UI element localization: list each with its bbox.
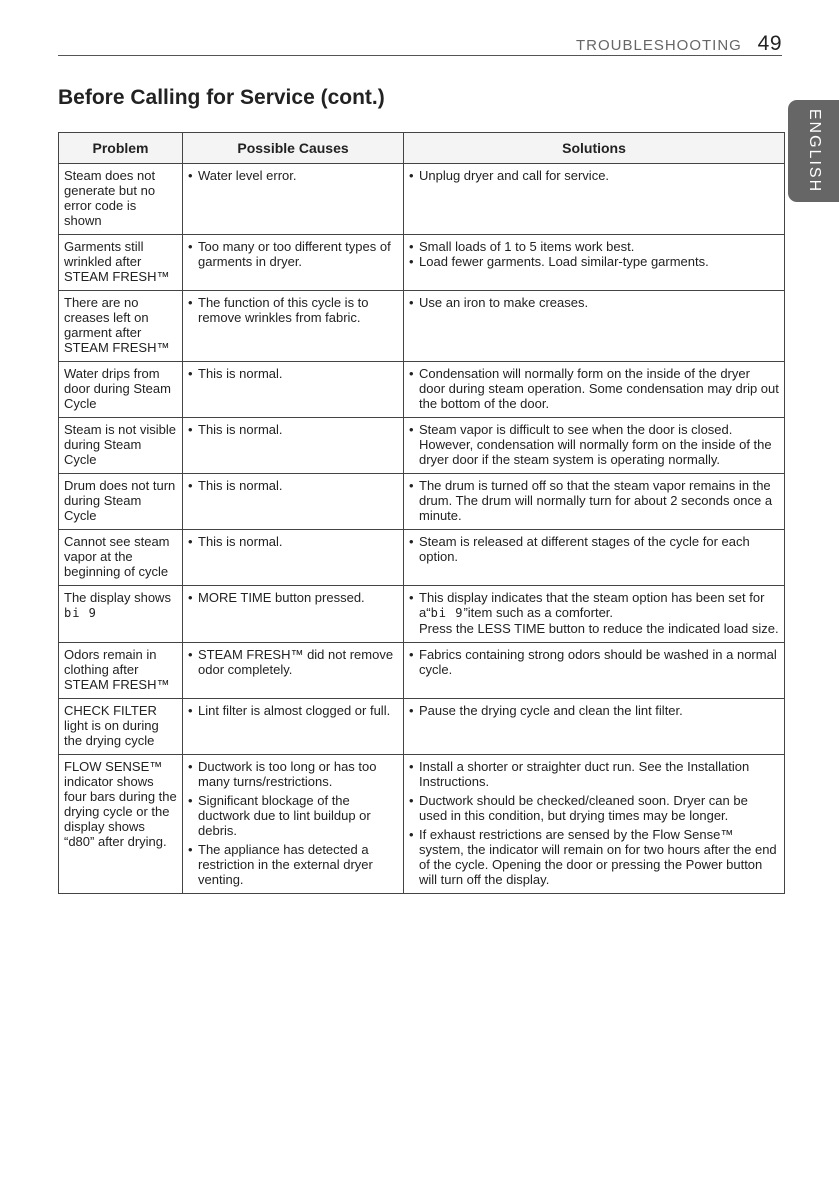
problem-text: The display shows [64, 590, 171, 605]
problem-cell [59, 699, 183, 755]
table-header-row [59, 133, 785, 164]
table-body-display-row [59, 586, 785, 643]
cause-item: • This is normal. [188, 422, 398, 437]
page-number: 49 [757, 32, 782, 55]
column-header-solutions: Solutions [404, 133, 785, 164]
solution-item: • Unplug dryer and call for service. [409, 168, 779, 183]
table-row [59, 291, 785, 362]
cause-item: • This is normal. [188, 366, 398, 381]
cause-item: • This is normal. [188, 478, 398, 493]
table-row [59, 530, 785, 586]
problem-cell [59, 586, 183, 643]
solutions-cell [404, 235, 785, 291]
column-header-causes: Possible Causes [183, 133, 404, 164]
problem-cell [59, 530, 183, 586]
problem-text: FLOW SENSE™ indicator shows four bars during the drying cycle or the display shows “d80” after drying. [64, 759, 177, 849]
table-row [59, 699, 785, 755]
language-tab [788, 100, 839, 202]
solution-item: • Install a shorter or straighter duct run. See the Installation Instructions. [409, 759, 779, 789]
table-row [59, 235, 785, 291]
causes-cell [183, 586, 404, 643]
causes-cell [183, 474, 404, 530]
header-rule [58, 55, 782, 56]
solution-item: • Small loads of 1 to 5 items work best. [409, 239, 779, 254]
causes-cell [183, 362, 404, 418]
table-row [59, 164, 785, 235]
solutions-cell [404, 755, 785, 894]
problem-text: Cannot see steam vapor at the beginning of cycle [64, 534, 170, 579]
problem-cell [59, 474, 183, 530]
table-row [59, 474, 785, 530]
causes-cell [183, 418, 404, 474]
problem-text: Steam is not visible during Steam Cycle [64, 422, 176, 467]
solutions-cell [404, 291, 785, 362]
causes-cell [183, 164, 404, 235]
problem-text: Drum does not turn during Steam Cycle [64, 478, 176, 523]
solution-text: ”item such as a comforter. [463, 605, 614, 620]
column-header-problem: Problem [59, 133, 183, 164]
solutions-cell [404, 418, 785, 474]
display-code: bi 9 [64, 606, 97, 620]
table-row [59, 418, 785, 474]
cause-item: • Water level error. [188, 168, 398, 183]
table-row [59, 643, 785, 699]
solution-item: • Use an iron to make creases. [409, 295, 779, 310]
solution-item: • Ductwork should be checked/cleaned soon. Dryer can be used in this condition, but drying times may be longer. [409, 793, 779, 823]
cause-item: • Significant blockage of the ductwork due to lint buildup or debris. [188, 793, 398, 838]
problem-cell [59, 362, 183, 418]
causes-cell [183, 755, 404, 894]
problem-cell [59, 418, 183, 474]
causes-cell [183, 291, 404, 362]
language-tab-label: ENGLISH [805, 108, 823, 194]
cause-item: • Too many or too different types of garments in dryer. [188, 239, 398, 269]
section-name: TROUBLESHOOTING [576, 37, 742, 54]
problem-cell [59, 291, 183, 362]
problem-text: There are no creases left on garment after STEAM FRESH™ [64, 295, 170, 355]
problem-text: Garments still wrinkled after STEAM FRESH™ [64, 239, 170, 284]
solution-item: • If exhaust restrictions are sensed by the Flow Sense™ system, the indicator will remain on for two hours after the end of the cycle. Opening the door or pressing the Power button will turn off the display. [409, 827, 779, 887]
cause-item: • This is normal. [188, 534, 398, 549]
table-body [59, 164, 785, 586]
cause-item: • The appliance has detected a restriction in the external dryer venting. [188, 842, 398, 887]
cause-item: • MORE TIME button pressed. [188, 590, 398, 605]
solutions-cell [404, 164, 785, 235]
table-row [59, 586, 785, 643]
solutions-cell [404, 699, 785, 755]
solution-item: • Condensation will normally form on the inside of the dryer door during steam operation. Some condensation may drip out the bottom of the door. [409, 366, 779, 411]
solution-item: • Steam is released at different stages of the cycle for each option. [409, 534, 779, 564]
cause-item: • Lint filter is almost clogged or full. [188, 703, 398, 718]
page-title: Before Calling for Service (cont.) [58, 86, 385, 109]
solution-item: • Pause the drying cycle and clean the lint filter. [409, 703, 779, 718]
table-row [59, 755, 785, 894]
causes-cell [183, 530, 404, 586]
problem-cell [59, 164, 183, 235]
troubleshooting-table [58, 132, 785, 894]
cause-item: • The function of this cycle is to remove wrinkles from fabric. [188, 295, 398, 325]
solutions-cell [404, 643, 785, 699]
problem-text: Odors remain in clothing after STEAM FRESH™ [64, 647, 170, 692]
solutions-cell [404, 586, 785, 643]
cause-item: • Ductwork is too long or has too many turns/restrictions. [188, 759, 398, 789]
solution-item: • Fabrics containing strong odors should be washed in a normal cycle. [409, 647, 779, 677]
solutions-cell [404, 530, 785, 586]
problem-cell [59, 235, 183, 291]
table-body-after [59, 643, 785, 894]
problem-cell [59, 643, 183, 699]
causes-cell [183, 643, 404, 699]
causes-cell [183, 235, 404, 291]
solution-text: Press the LESS TIME button to reduce the indicated load size. [419, 621, 779, 636]
display-code: bi 9 [430, 606, 464, 620]
cause-item: • STEAM FRESH™ did not remove odor completely. [188, 647, 398, 677]
solution-item: • Steam vapor is difficult to see when the door is closed. However, condensation will normally form on the inside of the dryer door if the steam system is operating normally. [409, 422, 779, 467]
solutions-cell [404, 362, 785, 418]
causes-cell [183, 699, 404, 755]
problem-cell [59, 755, 183, 894]
problem-text: CHECK FILTER light is on during the drying cycle [64, 703, 159, 748]
table-row [59, 362, 785, 418]
problem-text: Steam does not generate but no error code is shown [64, 168, 156, 228]
solution-text: This display indicates that the steam option has been set for a“ [419, 590, 765, 620]
solution-item: • Load fewer garments. Load similar-type garments. [409, 254, 779, 269]
solutions-cell [404, 474, 785, 530]
problem-text: Water drips from door during Steam Cycle [64, 366, 171, 411]
solution-item: • The drum is turned off so that the steam vapor remains in the drum. The drum will normally turn for about 2 seconds once a minute. [409, 478, 779, 523]
running-header [576, 32, 782, 56]
solution-item [409, 590, 779, 636]
